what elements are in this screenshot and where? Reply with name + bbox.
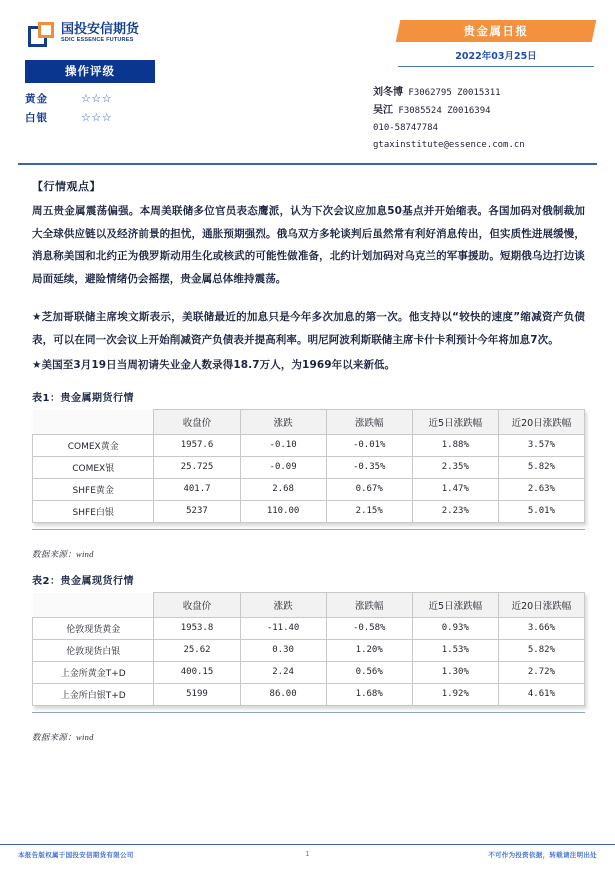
analyst-1-codes: F3062795 Z0015311 [403,88,501,98]
table1-row3-20d: 2.63% [498,478,584,500]
rating-label-gold: 黄金 [25,93,48,105]
table2-row3-20d: 2.72% [498,661,584,683]
table1-row2-5d: 2.35% [412,456,498,478]
analyst-contact-block [373,84,603,154]
table1-row3-change: 2.68 [240,478,326,500]
table2-row4-change: 86.00 [240,683,326,705]
table1-row1-5d: 1.88% [412,434,498,456]
table2-row3-change-pct: 0.56% [326,661,412,683]
table-row [33,683,585,705]
table2-row2-5d: 1.53% [412,639,498,661]
table1-corner-cell [33,409,154,434]
table2-row2-20d: 5.82% [498,639,584,661]
table2-head [33,592,585,617]
analyst-2-name: 吴江 [373,105,393,116]
table1-caption: 表1：贵金属期货行情 [32,392,134,404]
contact-email[interactable]: gtaxinstitute@essence.com.cn [373,140,525,150]
table2-row1-change-pct: -0.58% [326,617,412,639]
table1-row2-20d: 5.82% [498,456,584,478]
market-view-bullet-2: ★美国至3月19日当周初请失业金人数录得18.7万人，为1969年以来新低。 [32,359,396,371]
table1-row3-change-pct: 0.67% [326,478,412,500]
table1-row4-close: 5237 [154,500,240,522]
analyst-2-codes: F3085524 Z0016394 [393,106,491,116]
star-rating-silver-icon: ☆☆☆ [81,111,113,124]
table2-row2-change-pct: 1.20% [326,639,412,661]
table1-row2-change-pct: -0.35% [326,456,412,478]
rating-row-gold [25,91,155,106]
table1-row1-name: COMEX黄金 [33,434,154,456]
operation-rating-rows [25,91,155,125]
table2-col-change: 涨跌 [240,592,326,617]
footer-inner [0,845,615,859]
spot-quote-section [32,572,585,743]
table2-corner-cell [33,592,154,617]
rating-label-silver: 白银 [25,112,48,124]
page-footer [0,844,615,870]
rating-row-silver [25,110,155,125]
company-logo [28,22,139,48]
market-view-heading: 【行情观点】 [32,180,101,193]
operation-rating-title: 操作评级 [25,60,155,83]
footer-copyright: 本报告版权属于国投安信期货有限公司 [18,851,134,859]
logo-mark-icon [28,22,55,48]
table2-source: 数据来源：wind [32,731,94,742]
footer-disclaimer: 不可作为投资依据，转载请注明出处 [488,851,597,859]
report-body [0,178,615,743]
table2-row3-change: 2.24 [240,661,326,683]
table2-body [33,617,585,705]
table2-divider [32,712,585,713]
table-row [33,661,585,683]
table2-row1-change: -11.40 [240,617,326,639]
table2-row2-change: 0.30 [240,639,326,661]
table2-row4-name: 上金所白银T+D [33,683,154,705]
star-rating-gold-icon: ☆☆☆ [81,92,113,105]
footer-page-number: 1 [305,851,310,858]
table1-row2-close: 25.725 [154,456,240,478]
contact-phone: 010-58747784 [373,123,439,133]
table2-col-close: 收盘价 [154,592,240,617]
table1-col-20d-pct: 近20日涨跌幅 [498,409,584,434]
table1-col-5d-pct: 近5日涨跌幅 [412,409,498,434]
table-row [33,478,585,500]
table2-col-5d-pct: 近5日涨跌幅 [412,592,498,617]
table2-row1-20d: 3.66% [498,617,584,639]
table2-row4-5d: 1.92% [412,683,498,705]
table1-row3-5d: 1.47% [412,478,498,500]
table2-row2-name: 伦敦现货白银 [33,639,154,661]
table2-caption: 表2：贵金属现货行情 [32,575,134,587]
table1-row4-change: 110.00 [240,500,326,522]
header-divider [18,163,597,165]
table-row [33,500,585,522]
table1-row4-change-pct: 2.15% [326,500,412,522]
report-title: 贵金属日报 [463,24,529,38]
table2-col-20d-pct: 近20日涨跌幅 [498,592,584,617]
market-view-paragraph: 周五贵金属震荡偏强。本周美联储多位官员表态鹰派，认为下次会议应加息50基点并开始缩表。各国加码对俄制裁加大全球供应链以及经济前景的担忧，通胀预期强烈。俄乌双方多轮谈判后虽然常有利好消息传出，但实质性进展缓慢，消息称美国和北约正为俄罗斯动用生化或核武的可能性做准备，北约计划加码对乌克兰的军事援助。短期俄乌边打边谈局面延续，避险情绪仍会摇摆，贵金属总体维持震荡。 [32,205,585,285]
operation-rating-panel [25,60,155,129]
table1-row1-close: 1957.6 [154,434,240,456]
table2-row3-5d: 1.30% [412,661,498,683]
table1-header-row [33,409,585,434]
table1-divider [32,529,585,530]
table1-row3-name: SHFE黄金 [33,478,154,500]
table-row [33,617,585,639]
table1-row2-change: -0.09 [240,456,326,478]
table2-row3-name: 上金所黄金T+D [33,661,154,683]
futures-quote-table [32,409,585,523]
table2-row2-close: 25.62 [154,639,240,661]
report-header [0,0,615,155]
analyst-1-name: 刘冬博 [373,87,403,98]
report-date: 2022年03月25日 [398,48,594,67]
analyst-line-2 [373,102,603,120]
futures-quote-section [32,389,585,560]
spot-quote-table [32,592,585,706]
table1-row2-name: COMEX银 [33,456,154,478]
table1-col-change: 涨跌 [240,409,326,434]
analyst-line-1 [373,84,603,102]
logo-orange-square-icon [38,22,54,38]
table2-row1-name: 伦敦现货黄金 [33,617,154,639]
table2-row3-close: 400.15 [154,661,240,683]
table2-col-change-pct: 涨跌幅 [326,592,412,617]
table1-row1-change-pct: -0.01% [326,434,412,456]
table-row [33,639,585,661]
table2-header-row [33,592,585,617]
table1-row4-name: SHFE白银 [33,500,154,522]
table1-source: 数据来源：wind [32,548,94,559]
report-title-badge [398,20,594,42]
market-view-bullet-1: ★芝加哥联储主席埃文斯表示，美联储最近的加息只是今年多次加息的第一次。他支持以“较快的速度”缩减资产负债表，可以在同一次会议上开始削减资产负债表并提高利率。明尼阿波利斯联储主席卡什卡利预计今年将加息7次。 [32,311,585,346]
table2-row1-close: 1953.8 [154,617,240,639]
table2-row4-close: 5199 [154,683,240,705]
logo-name-cn: 国投安信期货 [61,22,140,37]
table1-head [33,409,585,434]
logo-wordmark [61,22,139,44]
table1-row1-20d: 3.57% [498,434,584,456]
table1-col-change-pct: 涨跌幅 [326,409,412,434]
logo-name-en: SDIC ESSENCE FUTURES [61,37,134,43]
table2-row4-20d: 4.61% [498,683,584,705]
table2-row4-change-pct: 1.68% [326,683,412,705]
table1-body [33,434,585,522]
table1-row4-20d: 5.01% [498,500,584,522]
table1-row3-close: 401.7 [154,478,240,500]
table2-row1-5d: 0.93% [412,617,498,639]
table1-col-close: 收盘价 [154,409,240,434]
table1-row4-5d: 2.23% [412,500,498,522]
table-row [33,434,585,456]
table-row [33,456,585,478]
table1-row1-change: -0.10 [240,434,326,456]
